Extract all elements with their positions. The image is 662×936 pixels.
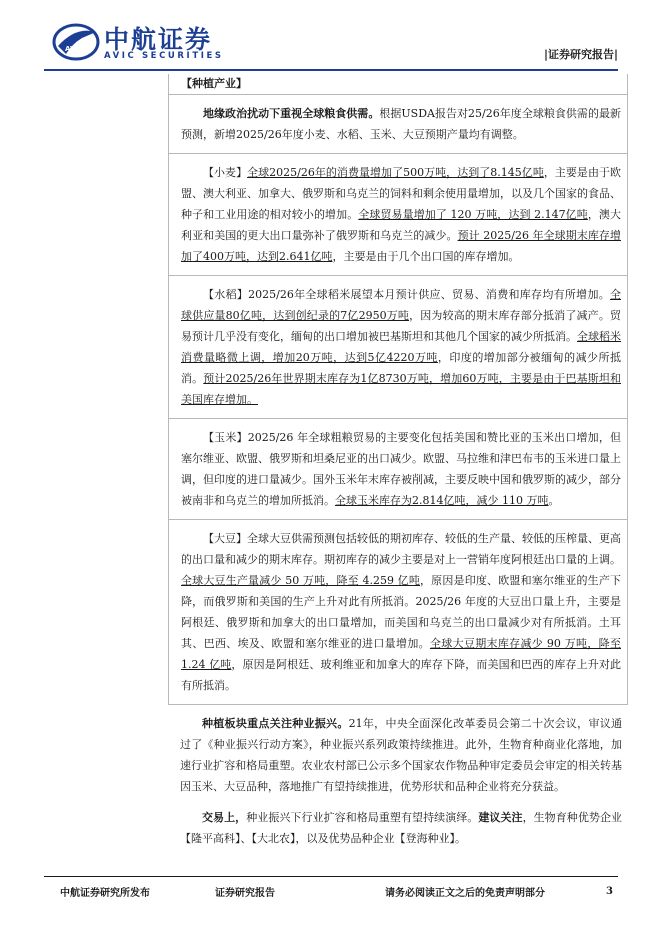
rice-tag: 【水稻】 (203, 288, 249, 301)
wheat-text-2: ，澳大利亚和美国的更大出口量弥补了俄罗斯和乌克兰的减少。 (181, 208, 622, 242)
footer-disclaimer-note: 请务必阅读正文之后的免责声明部分 (385, 888, 545, 899)
soy-stocks: 全球大豆期末库存减少 90 万吨，降至 1.24 亿吨 (181, 637, 621, 671)
corn-text-1: 。 (548, 494, 560, 507)
wheat-trade: 全球贸易量增加了 120 万吨，达到 2.147亿吨 (358, 208, 588, 221)
trade-lead: 交易上， (202, 811, 247, 824)
intro-lead: 地缘政治扰动下重视全球粮食供需。 (203, 107, 380, 120)
wheat-tag: 【小麦】 (203, 166, 248, 179)
soy-text-1: ，原因是印度、欧盟和塞尔维亚的生产下降，而俄罗斯和美国的生产上升对此有所抵消。2025/26 年度的大豆出口量上升，主要是阿根廷、俄罗斯和加拿大的出口量增加，而美国和乌克兰的出口量减少对有所抵消。土耳其、巴西、埃及、欧盟和塞尔维亚的进口量增加。 (181, 574, 621, 650)
header-divider (44, 69, 618, 71)
avic-logo-icon (52, 22, 100, 62)
corn-text-0: 2025/26 年全球粗粮贸易的主要变化包括美国和赞比亚的玉米出口增加，但塞尔维亚、欧盟、俄罗斯和坦桑尼亚的出口减少。欧盟、马拉维和津巴布韦的玉米进口量上调，但印度的进口量减少。国外玉米年末库存被削减，主要反映中国和俄罗斯的减少，部分被南非和乌克兰的增加所抵消。 (181, 431, 621, 507)
rice-paragraph (181, 276, 621, 418)
rice-text-1: ，因为较高的期末库存部分抵消了减产。贸易预计几乎没有变化，缅甸的出口增加被巴基斯坦和其他几个国家的减少所抵消。 (181, 309, 621, 343)
rice-supply: 全球供应量80亿吨，达到创纪录的7亿2950万吨 (181, 288, 622, 322)
report-type-tag: |证券研究报告| (543, 48, 618, 61)
seed-lead: 种植板块重点关注种业振兴。 (202, 717, 349, 730)
soy-text-0: 全球大豆供需预测包括较低的期初库存、较低的生产量、较低的压榨量、更高的出口量和减少的期末库存。期初库存的减少主要是对上一营销年度阿根廷出口量的上调。 (181, 532, 621, 566)
main-content (168, 74, 628, 857)
section-title: 【种植产业】 (169, 74, 627, 95)
brand-name-cn: 中航证券 (104, 25, 213, 54)
footer-report-type: 证券研究报告 (215, 888, 275, 899)
wheat-paragraph (181, 154, 621, 275)
footer-divider (44, 876, 618, 877)
trade-text-0: 种业振兴下行业扩容和格局重塑有望持续演绎。 (246, 811, 479, 824)
wheat-text-1: ，主要是由于欧盟、澳大利亚、加拿大、俄罗斯和乌克兰的饲料和剩余使用量增加，以及几个国家的食品、种子和工业用途的相对较小的增加。 (181, 166, 622, 221)
section-box (168, 74, 628, 705)
wheat-text-3: ，主要是由于几个出口国的库存增加。 (332, 250, 520, 263)
seed-text: 21年，中央全面深化改革委员会第二十次会议，审议通过了《种业振兴行动方案》，种业振兴系列政策持续推进。此外，生物育种商业化落地，加速行业扩容和格局重塑。农业农村部已公示多个国家农作物品种审定委员会审定的相关转基因玉米、大豆品种，落地推广有望持续推进，优势形状和品种企业将充分获益。 (180, 717, 623, 793)
corn-paragraph (181, 419, 621, 519)
page-header (0, 0, 662, 76)
soy-tag: 【大豆】 (203, 532, 247, 545)
rice-text-0: 2025/26年全球稻米展望本月预计供应、贸易、消费和库存均有所增加。 (248, 288, 611, 301)
trade-paragraph (180, 805, 622, 857)
trade-text-1: ，生物育种优势企业【隆平高科】、【大北农】，以及优势品种企业【登海种业】。 (180, 811, 623, 845)
corn-tag: 【玉米】 (203, 431, 248, 444)
soy-paragraph (181, 520, 621, 704)
corn-stocks: 全球玉米库存为2.814亿吨，减少 110 万吨 (335, 494, 549, 507)
wheat-stocks: 预计 2025/26 年全球期末库存增加了400万吨，达到2.641亿吨 (181, 229, 621, 263)
intro-text: 根据USDA报告对25/26年度全球粮食供需的最新预测，新增2025/26年度小麦、水稻、玉米、大豆预期产量均有调整。 (181, 107, 621, 141)
soy-production: 全球大豆生产量减少 50 万吨，降至 4.259 亿吨 (181, 574, 420, 587)
rice-stocks: 预计2025/26年世界期末库存为1亿8730万吨，增加60万吨，主要是由于巴基斯坦和美国库存增加。 (181, 372, 622, 406)
recommendation-label: 建议关注 (478, 811, 523, 824)
page-number: 3 (606, 886, 613, 897)
logo-wordmark: AVIC (65, 45, 84, 53)
brand-name-en: AVIC SECURITIES (104, 51, 224, 61)
intro-paragraph (181, 95, 621, 153)
rice-consumption: 全球稻米消费量略微上调，增加20万吨，达到5亿4220万吨 (181, 330, 621, 364)
seed-paragraph (180, 705, 622, 805)
wheat-consumption: 全球2025/26年的消费量增加了500万吨，达到了8.145亿吨 (247, 166, 544, 179)
footer-publisher: 中航证券研究所发布 (60, 888, 150, 899)
rice-text-2: ，印度的增加部分被缅甸的减少所抵消。 (181, 351, 621, 385)
soy-text-2: ，原因是阿根廷、玻利维亚和加拿大的库存下降，而美国和巴西的库存上升对此有所抵消。 (181, 658, 621, 692)
